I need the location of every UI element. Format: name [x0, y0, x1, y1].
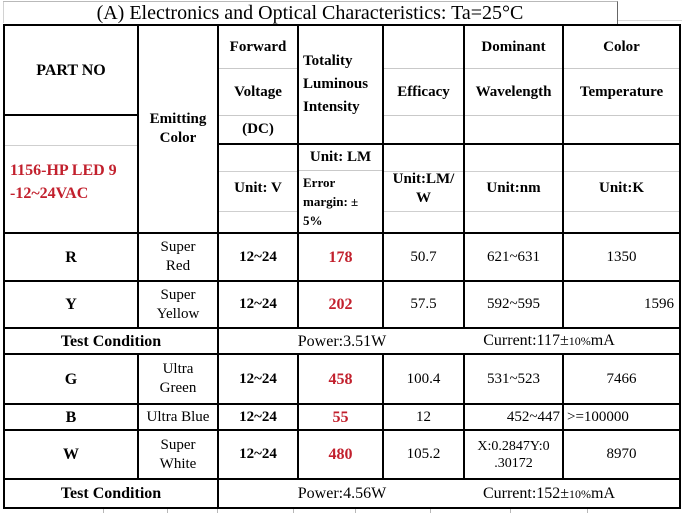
table-row-temperature: [564, 234, 681, 282]
table-row-emitting: [139, 355, 219, 405]
luminous-intensity-unit-cell: [299, 145, 384, 234]
temperature-value: 1596: [644, 296, 674, 312]
temperature-label: Temperature: [579, 83, 664, 100]
table-row-voltage: [219, 234, 299, 282]
table-row-part: [5, 405, 139, 431]
part-no-value-line1: 1156-HP LED 9: [10, 162, 117, 179]
gridline-tick: [167, 509, 168, 513]
table-row-temperature: [564, 431, 681, 480]
gridline-tick: [355, 509, 356, 513]
power-value: Power:3.51W: [297, 332, 387, 350]
table-row-part: [5, 355, 139, 405]
gridline-tick: [430, 509, 431, 513]
wavelength-unit: Unit:nm: [486, 180, 541, 196]
faint-gridline: [219, 171, 297, 172]
emitting-line1: Super: [160, 436, 196, 453]
table-row-wavelength: [465, 355, 564, 405]
emitting-line2: Yellow: [156, 305, 200, 322]
gridline-tick: [510, 509, 511, 513]
table-row-temperature: [564, 282, 681, 329]
gridline-tick: [587, 509, 588, 513]
dc-label: (DC): [242, 121, 274, 137]
faint-gridline: [564, 171, 679, 172]
test-condition-label-cell: [5, 329, 219, 355]
forward-voltage-unit: Unit: V: [234, 180, 282, 196]
part-no-label: PART NO: [36, 61, 106, 79]
test-condition-label: Test Condition: [60, 332, 162, 350]
temperature-value: 1350: [606, 248, 637, 265]
table-row-voltage: [219, 282, 299, 329]
spec-table: [3, 24, 681, 509]
voltage-value: 12~24: [239, 370, 277, 387]
part-code: G: [64, 370, 78, 388]
emitting-color-line2: Color: [159, 130, 197, 146]
intensity-value: 458: [328, 370, 353, 388]
color-label: Color: [603, 38, 640, 55]
efficacy-unit-line1: Unit:LM/: [392, 170, 455, 187]
current-value: [465, 331, 679, 351]
table-row-temperature: [564, 405, 681, 431]
emitting-line2: Green: [159, 380, 197, 396]
table-row-voltage: [219, 431, 299, 480]
temperature-unit: Unit:K: [599, 180, 644, 196]
part-code: W: [63, 446, 79, 463]
chromaticity-line1: X:0.2847Y:0: [477, 438, 550, 454]
error-margin-block: [299, 171, 382, 232]
faint-gridline: [384, 211, 463, 212]
faint-gridline: [465, 171, 562, 172]
efficacy-stack: [384, 26, 463, 143]
gridline-tick: [103, 509, 104, 513]
forward-voltage-unit-cell: [219, 145, 299, 234]
wavelength-value: 592~595: [486, 296, 541, 312]
table-row-temperature: [564, 355, 681, 405]
part-no-value-cell: [5, 116, 139, 234]
table-row-intensity: [299, 355, 384, 405]
efficacy-unit-cell: [384, 145, 465, 234]
unit-lm-label: Unit: LM: [309, 149, 372, 165]
efficacy-label: Efficacy: [397, 83, 450, 100]
gridline-tick: [293, 509, 294, 513]
table-row-efficacy: [384, 405, 465, 431]
current-value: [465, 484, 679, 504]
table-row-wavelength: [465, 234, 564, 282]
color-temperature-stack: [564, 26, 679, 143]
intensity-value: 55: [332, 408, 349, 426]
power-value: Power:4.56W: [297, 485, 387, 502]
dominant-label: Dominant: [481, 38, 546, 55]
dominant-wavelength-header-cell: [465, 26, 564, 145]
page-title: (A) Electronics and Optical Characteristics: Ta=25°C: [96, 2, 524, 24]
dominant-wavelength-unit-cell: [465, 145, 564, 234]
part-code: B: [65, 408, 77, 426]
title-bar: [3, 1, 618, 25]
emitting-line1: Ultra Blue: [146, 408, 210, 425]
table-row-voltage: [219, 355, 299, 405]
part-code: R: [65, 248, 77, 266]
table-row-wavelength: [465, 431, 564, 480]
voltage-value: 12~24: [239, 248, 277, 265]
test-condition-value-cell: [219, 329, 681, 355]
wavelength-value: 452~447: [506, 408, 560, 425]
totality-line2: Luminous: [303, 76, 369, 92]
part-no-value-line2: -12~24VAC: [10, 185, 89, 202]
faint-gridline: [465, 211, 562, 212]
dominant-wavelength-stack: [465, 26, 562, 143]
table-row-efficacy: [384, 431, 465, 480]
table-row-voltage: [219, 405, 299, 431]
test-condition-label-cell: [5, 480, 219, 509]
test-condition-label: Test Condition: [60, 485, 162, 502]
part-code: Y: [65, 296, 77, 313]
table-row-intensity: [299, 234, 384, 282]
totality-line3: Intensity: [303, 99, 360, 115]
part-no-header-cell: [5, 26, 139, 116]
table-row-intensity: [299, 431, 384, 480]
forward-label: Forward: [229, 38, 287, 55]
table-row-wavelength: [465, 405, 564, 431]
current-tolerance: 10%: [569, 486, 592, 501]
color-temperature-header-cell: [564, 26, 681, 145]
efficacy-header-cell: [384, 26, 465, 145]
luminous-intensity-header-cell: [299, 26, 384, 145]
faint-gridline: [564, 211, 679, 212]
table-row-part: [5, 234, 139, 282]
efficacy-value: 12: [416, 408, 431, 425]
emitting-color-line1: Emitting: [149, 111, 207, 127]
table-row-emitting: [139, 282, 219, 329]
emitting-line2: White: [159, 455, 197, 472]
intensity-value: 178: [328, 248, 353, 266]
efficacy-unit-line2: W: [416, 189, 431, 206]
wavelength-value: 531~523: [486, 370, 541, 387]
wavelength-value: 621~631: [486, 248, 541, 265]
current-unit: mA: [590, 332, 615, 349]
forward-voltage-header-cell: [219, 26, 299, 145]
table-row-efficacy: [384, 355, 465, 405]
efficacy-value: 100.4: [406, 370, 441, 387]
table-row-part: [5, 282, 139, 329]
emitting-line1: Super: [160, 239, 196, 255]
error-line2: margin: ±: [303, 194, 359, 209]
error-line3: 5%: [303, 213, 323, 228]
temperature-value: 7466: [606, 370, 637, 387]
voltage-value: 12~24: [239, 296, 277, 312]
current-unit: mA: [591, 484, 616, 502]
current-tolerance: 10%: [568, 334, 591, 348]
intensity-value: 202: [328, 296, 353, 313]
table-row-intensity: [299, 282, 384, 329]
table-row-wavelength: [465, 282, 564, 329]
temperature-value: >=100000: [567, 408, 629, 425]
faint-gridline: [5, 145, 137, 146]
table-row-efficacy: [384, 282, 465, 329]
faint-gridline: [219, 211, 297, 212]
voltage-label: Voltage: [234, 83, 282, 100]
test-condition-value-cell: [219, 480, 681, 509]
intensity-value: 480: [328, 446, 353, 463]
emitting-color-header-cell: [139, 26, 219, 234]
gridline-tick: [217, 509, 218, 513]
table-row-intensity: [299, 405, 384, 431]
totality-line1: Totality: [303, 53, 353, 69]
current-prefix: Current:117±: [483, 332, 569, 349]
temperature-value: 8970: [606, 446, 637, 462]
chromaticity-line2: .30172: [494, 455, 533, 471]
emitting-line1: Super: [160, 286, 196, 303]
efficacy-value: 105.2: [406, 446, 441, 462]
table-row-efficacy: [384, 234, 465, 282]
error-line1: Error: [303, 175, 336, 190]
emitting-line2: Red: [165, 258, 191, 274]
efficacy-value: 57.5: [410, 296, 437, 312]
table-row-part: [5, 431, 139, 480]
forward-voltage-stack: [219, 26, 297, 143]
table-row-emitting: [139, 431, 219, 480]
table-row-emitting: [139, 234, 219, 282]
emitting-line1: Ultra: [162, 361, 194, 377]
table-row-emitting: [139, 405, 219, 431]
wavelength-label: Wavelength: [475, 83, 552, 100]
efficacy-value: 50.7: [410, 248, 437, 265]
voltage-value: 12~24: [239, 408, 277, 425]
current-prefix: Current:152±: [482, 484, 570, 502]
unit-lm-label-wrap: [299, 145, 382, 171]
top-right-gridline: [618, 20, 682, 21]
voltage-value: 12~24: [239, 446, 277, 462]
color-temperature-unit-cell: [564, 145, 681, 234]
